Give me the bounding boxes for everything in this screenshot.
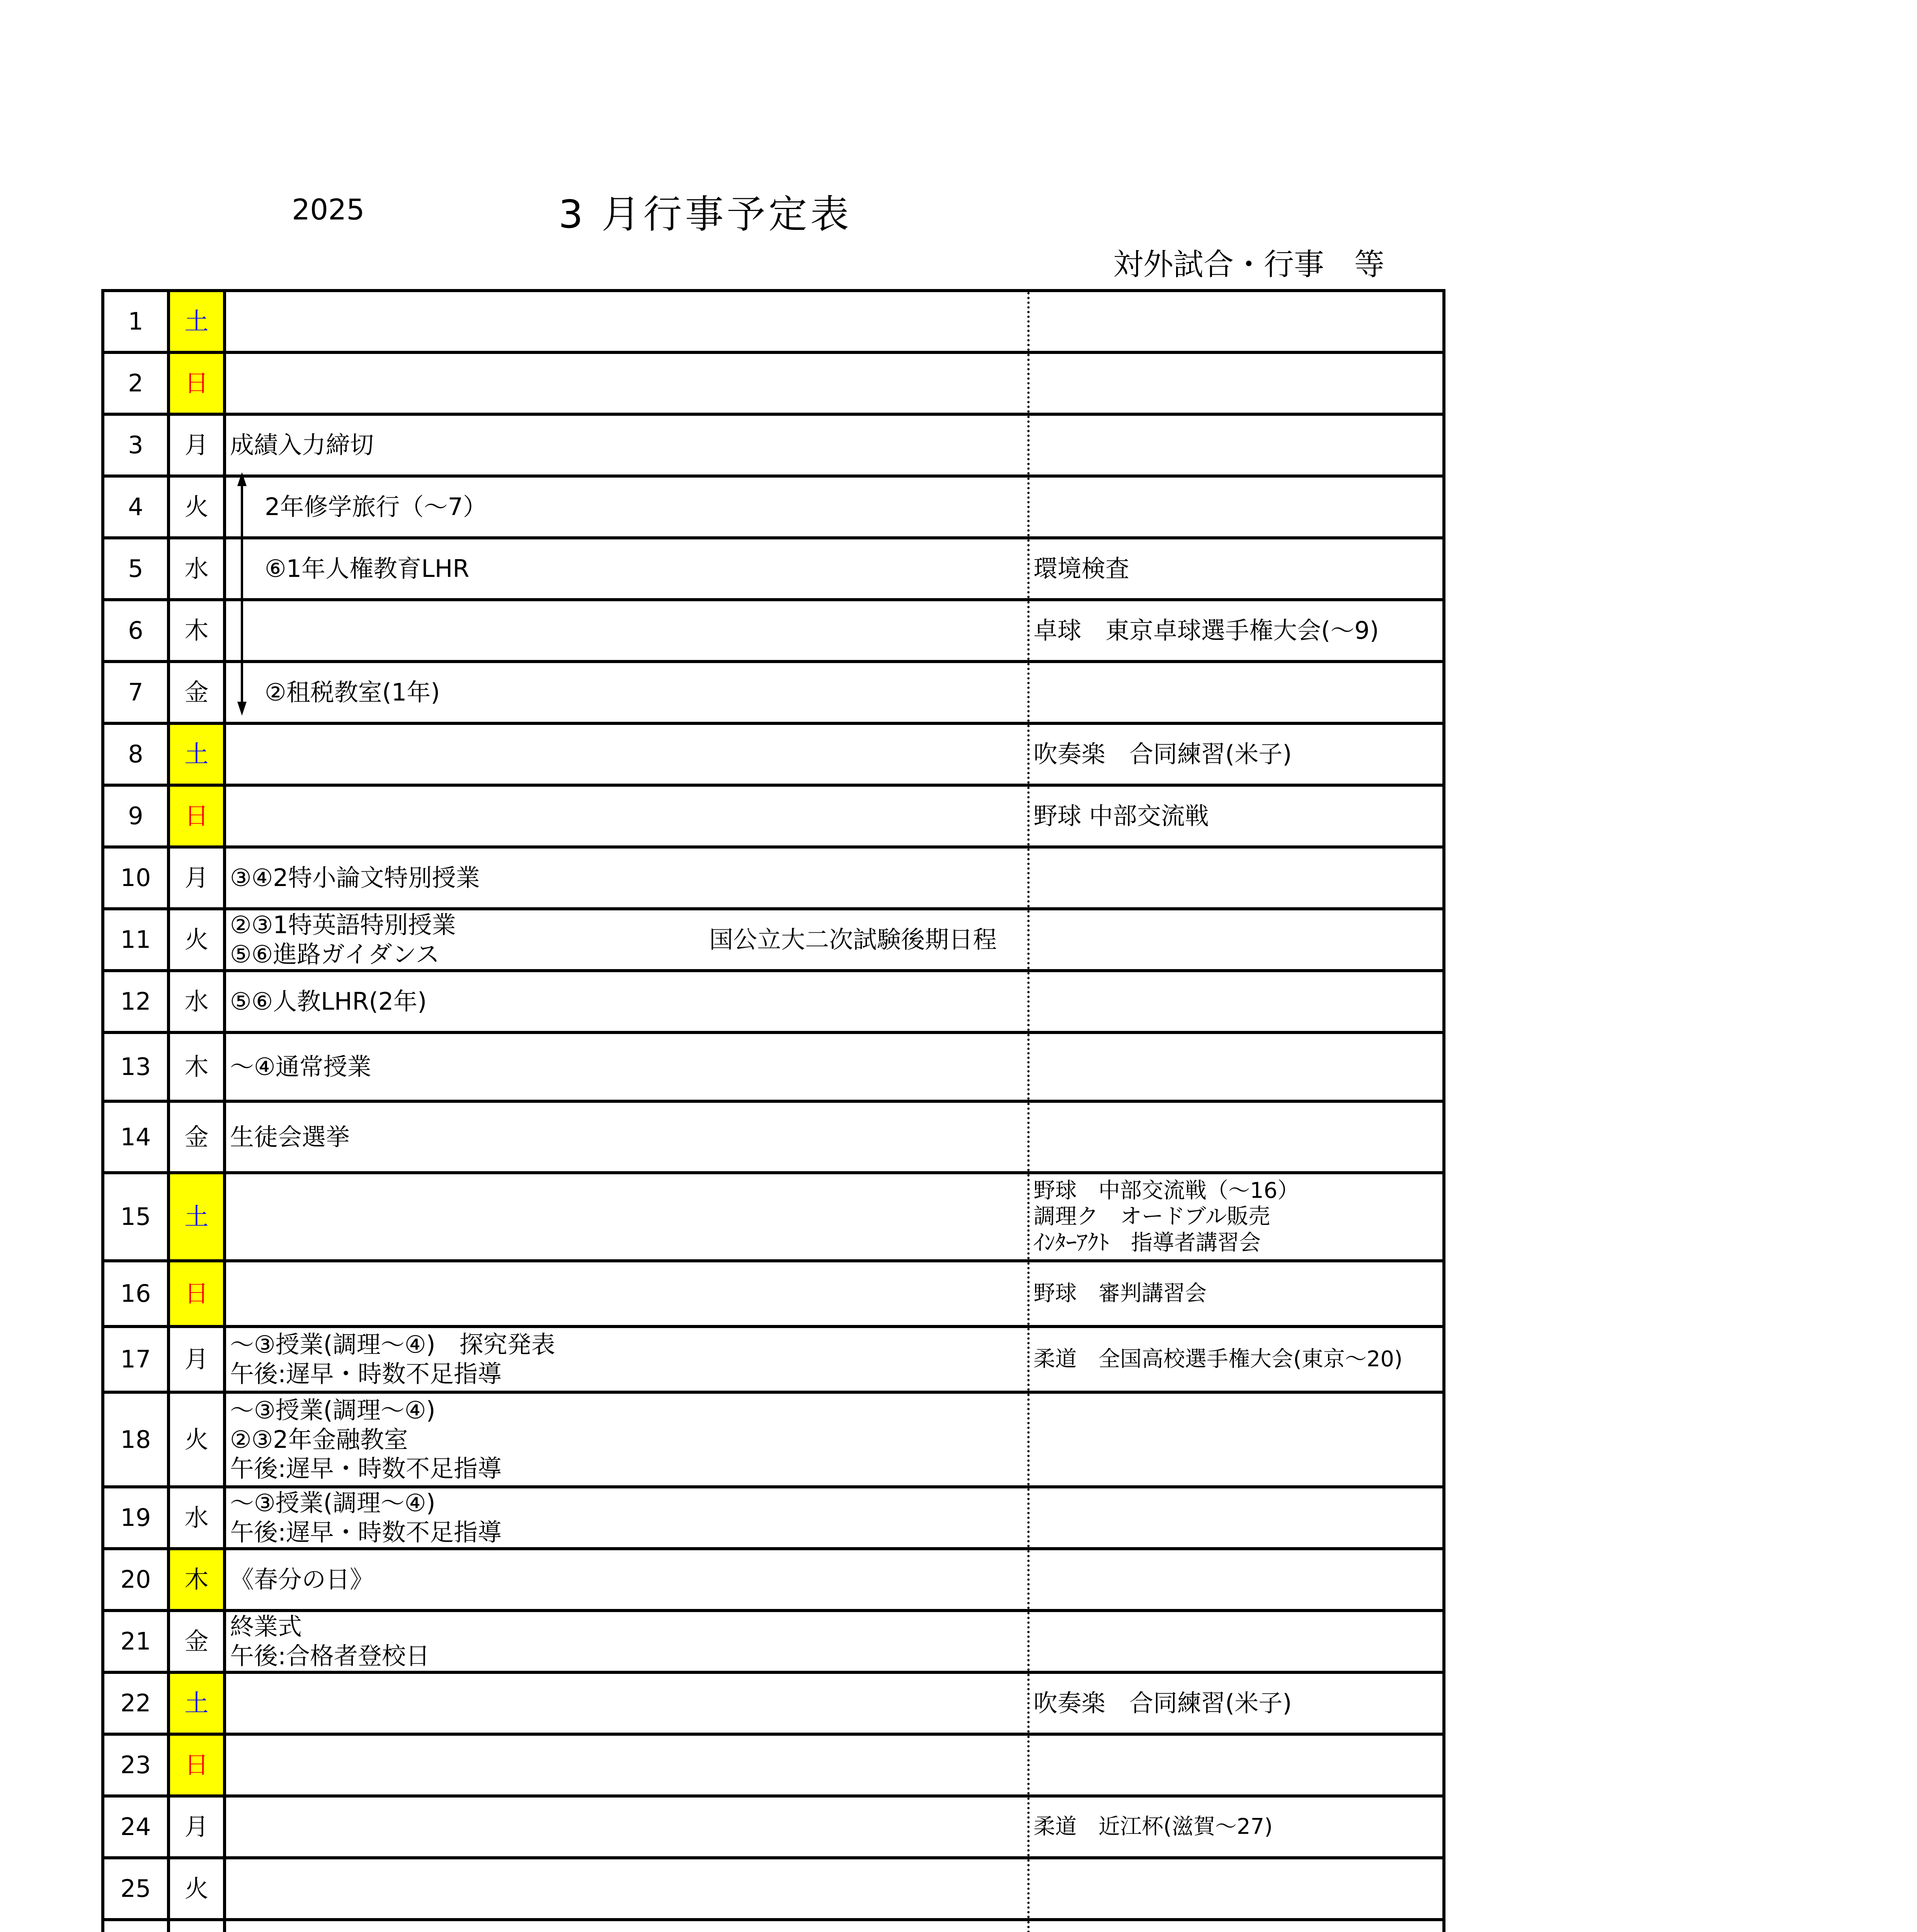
external-event-cell [1028, 600, 1444, 662]
day-number: 9 [103, 785, 169, 847]
external-event-cell [1028, 662, 1444, 723]
day-number: 4 [103, 476, 169, 538]
school-event-cell [225, 1032, 1028, 1101]
weekday: 木 [169, 600, 225, 662]
school-event: ⑤⑥人教LHR(2年) [230, 987, 427, 1016]
weekday: 木 [169, 1549, 225, 1611]
weekday: 土 [169, 1672, 225, 1734]
weekday: 土 [169, 1173, 225, 1261]
schedule-row [103, 1920, 1444, 1932]
external-event-cell [1028, 847, 1444, 909]
external-event: 柔道 全国高校選手権大会(東京～20) [1033, 1347, 1403, 1372]
school-event: 午後:遅早・時数不足指導 [230, 1360, 502, 1388]
day-number: 24 [103, 1796, 169, 1858]
schedule-row [103, 662, 1444, 723]
school-event-cell [225, 971, 1028, 1032]
page-title: 3 月行事予定表 [558, 192, 852, 237]
external-event-cell [1028, 1101, 1444, 1173]
day-number: 3 [103, 414, 169, 476]
weekday: 金 [169, 662, 225, 723]
schedule-row [103, 1392, 1444, 1487]
schedule-row [103, 723, 1444, 785]
school-event: ③④2特小論文特別授業 [230, 864, 480, 892]
school-event: 生徒会選挙 [230, 1122, 350, 1151]
school-event-cell [225, 1920, 1028, 1932]
external-event: 調理ク オードブル販売 [1033, 1204, 1270, 1230]
school-event-cell [225, 785, 1028, 847]
external-event-cell [1028, 1392, 1444, 1487]
external-event-cell [1028, 1920, 1444, 1932]
external-event: 野球 中部交流戦 [1033, 802, 1209, 830]
day-number: 7 [103, 662, 169, 723]
day-number: 19 [103, 1487, 169, 1549]
school-event: ～④通常授業 [230, 1053, 371, 1081]
external-event-cell [1028, 291, 1444, 352]
schedule-row [103, 1327, 1444, 1392]
external-event-cell [1028, 1261, 1444, 1327]
school-event-cell [225, 1487, 1028, 1549]
day-number: 6 [103, 600, 169, 662]
weekday: 火 [169, 476, 225, 538]
weekday: 水 [169, 538, 225, 600]
external-event-cell [1028, 909, 1444, 971]
schedule-row [103, 1858, 1444, 1920]
schedule-row [103, 785, 1444, 847]
school-event-note: 国公立大二次試験後期日程 [709, 925, 997, 954]
school-event: ⑥1年人権教育LHR [265, 554, 470, 583]
external-event-cell [1028, 1672, 1444, 1734]
school-event-cell [225, 291, 1028, 352]
schedule-row [103, 1672, 1444, 1734]
schedule-row [103, 1032, 1444, 1101]
day-number: 12 [103, 971, 169, 1032]
external-event-cell [1028, 723, 1444, 785]
weekday: 日 [169, 352, 225, 414]
schedule-row [103, 476, 1444, 538]
school-event-cell [225, 600, 1028, 662]
weekday: 月 [169, 414, 225, 476]
school-event: ②租税教室(1年) [265, 678, 440, 707]
day-number: 8 [103, 723, 169, 785]
schedule-row [103, 909, 1444, 971]
school-event-cell [225, 1611, 1028, 1672]
school-event-cell [225, 1101, 1028, 1173]
external-event-cell [1028, 1549, 1444, 1611]
date-range-arrow-icon [237, 472, 247, 716]
school-event-cell [225, 847, 1028, 909]
external-events-heading: 対外試合・行事 等 [1113, 247, 1385, 282]
school-event: ②③2年金融教室 [230, 1425, 408, 1454]
day-number: 23 [103, 1734, 169, 1796]
day-number: 14 [103, 1101, 169, 1173]
external-event: 野球 審判講習会 [1033, 1281, 1207, 1306]
school-event-cell [225, 414, 1028, 476]
schedule-row [103, 291, 1444, 352]
day-number: 11 [103, 909, 169, 971]
school-event-cell [225, 909, 1028, 971]
school-event: 終業式 [230, 1612, 302, 1641]
schedule-row [103, 538, 1444, 600]
school-event: 2年修学旅行（～7） [265, 493, 487, 521]
school-event: 午後:遅早・時数不足指導 [230, 1518, 502, 1546]
weekday: 月 [169, 1327, 225, 1392]
school-event-cell [225, 538, 1028, 600]
external-event-cell [1028, 971, 1444, 1032]
schedule-row [103, 1611, 1444, 1672]
external-event-cell [1028, 1327, 1444, 1392]
schedule-row [103, 352, 1444, 414]
weekday: 水 [169, 971, 225, 1032]
day-number: 1 [103, 291, 169, 352]
school-event: ～③授業(調理～④) [230, 1396, 436, 1425]
weekday: 火 [169, 1858, 225, 1920]
schedule-row [103, 1101, 1444, 1173]
school-event: ②③1特英語特別授業 [230, 911, 456, 939]
school-event: 午後:合格者登校日 [230, 1642, 430, 1670]
school-event-cell [225, 1327, 1028, 1392]
school-event-cell [225, 1796, 1028, 1858]
day-number: 17 [103, 1327, 169, 1392]
schedule-row [103, 1487, 1444, 1549]
school-event: 午後:遅早・時数不足指導 [230, 1454, 502, 1483]
school-event-cell [225, 1549, 1028, 1611]
day-number: 10 [103, 847, 169, 909]
school-event-cell [225, 1173, 1028, 1261]
external-event: 環境検査 [1033, 554, 1130, 583]
external-event-cell [1028, 538, 1444, 600]
weekday: 土 [169, 723, 225, 785]
day-number: 20 [103, 1549, 169, 1611]
day-number: 21 [103, 1611, 169, 1672]
external-event-cell [1028, 1032, 1444, 1101]
external-event-cell [1028, 1858, 1444, 1920]
schedule-row [103, 971, 1444, 1032]
school-event-cell [225, 723, 1028, 785]
school-event-cell [225, 352, 1028, 414]
day-number: 18 [103, 1392, 169, 1487]
day-number: 16 [103, 1261, 169, 1327]
school-event-cell [225, 662, 1028, 723]
external-event: 卓球 東京卓球選手権大会(～9) [1033, 616, 1379, 645]
day-number: 22 [103, 1672, 169, 1734]
school-event: ～③授業(調理～④) [230, 1489, 436, 1517]
weekday: 金 [169, 1101, 225, 1173]
weekday: 火 [169, 909, 225, 971]
schedule-row [103, 1734, 1444, 1796]
external-event-cell [1028, 1796, 1444, 1858]
weekday: 火 [169, 1392, 225, 1487]
external-event-cell [1028, 352, 1444, 414]
weekday: 月 [169, 847, 225, 909]
weekday: 土 [169, 291, 225, 352]
external-event-cell [1028, 1734, 1444, 1796]
day-number: 5 [103, 538, 169, 600]
day-number: 13 [103, 1032, 169, 1101]
weekday: 日 [169, 785, 225, 847]
school-event-cell [225, 1858, 1028, 1920]
weekday: 日 [169, 1261, 225, 1327]
weekday: 水 [169, 1487, 225, 1549]
school-event: ～③授業(調理～④) 探究発表 [230, 1330, 555, 1359]
school-event: ⑤⑥進路ガイダンス [230, 940, 440, 968]
school-event-cell [225, 1672, 1028, 1734]
external-event-cell [1028, 785, 1444, 847]
schedule-row [103, 847, 1444, 909]
schedule-body [103, 291, 1444, 1932]
external-event: 吹奏楽 合同練習(米子) [1033, 740, 1292, 769]
schedule-row [103, 1261, 1444, 1327]
school-event: 《春分の日》 [230, 1565, 374, 1594]
weekday: 木 [169, 1032, 225, 1101]
external-event-cell [1028, 1487, 1444, 1549]
school-event-cell [225, 1734, 1028, 1796]
year-label: 2025 [292, 193, 365, 226]
external-event: 野球 中部交流戦（～16） [1033, 1178, 1299, 1204]
schedule-row [103, 1796, 1444, 1858]
weekday: 月 [169, 1796, 225, 1858]
weekday: 金 [169, 1611, 225, 1672]
schedule-row [103, 1549, 1444, 1611]
schedule-row [103, 414, 1444, 476]
external-event: ｲﾝﾀｰｱｸﾄ 指導者講習会 [1033, 1230, 1261, 1255]
day-number: 2 [103, 352, 169, 414]
school-event-cell [225, 1261, 1028, 1327]
schedule-row [103, 600, 1444, 662]
schedule-row [103, 1173, 1444, 1261]
schedule-table [101, 289, 1445, 1932]
weekday [169, 1920, 225, 1932]
school-event-cell [225, 1392, 1028, 1487]
external-event-cell [1028, 476, 1444, 538]
day-number [103, 1920, 169, 1932]
external-event-cell [1028, 1173, 1444, 1261]
external-event: 吹奏楽 合同練習(米子) [1033, 1689, 1292, 1718]
day-number: 15 [103, 1173, 169, 1261]
school-event-cell [225, 476, 1028, 538]
weekday: 日 [169, 1734, 225, 1796]
school-event: 成績入力締切 [230, 431, 374, 459]
day-number: 25 [103, 1858, 169, 1920]
external-event: 柔道 近江杯(滋賀～27) [1033, 1814, 1273, 1840]
external-event-cell [1028, 414, 1444, 476]
external-event-cell [1028, 1611, 1444, 1672]
